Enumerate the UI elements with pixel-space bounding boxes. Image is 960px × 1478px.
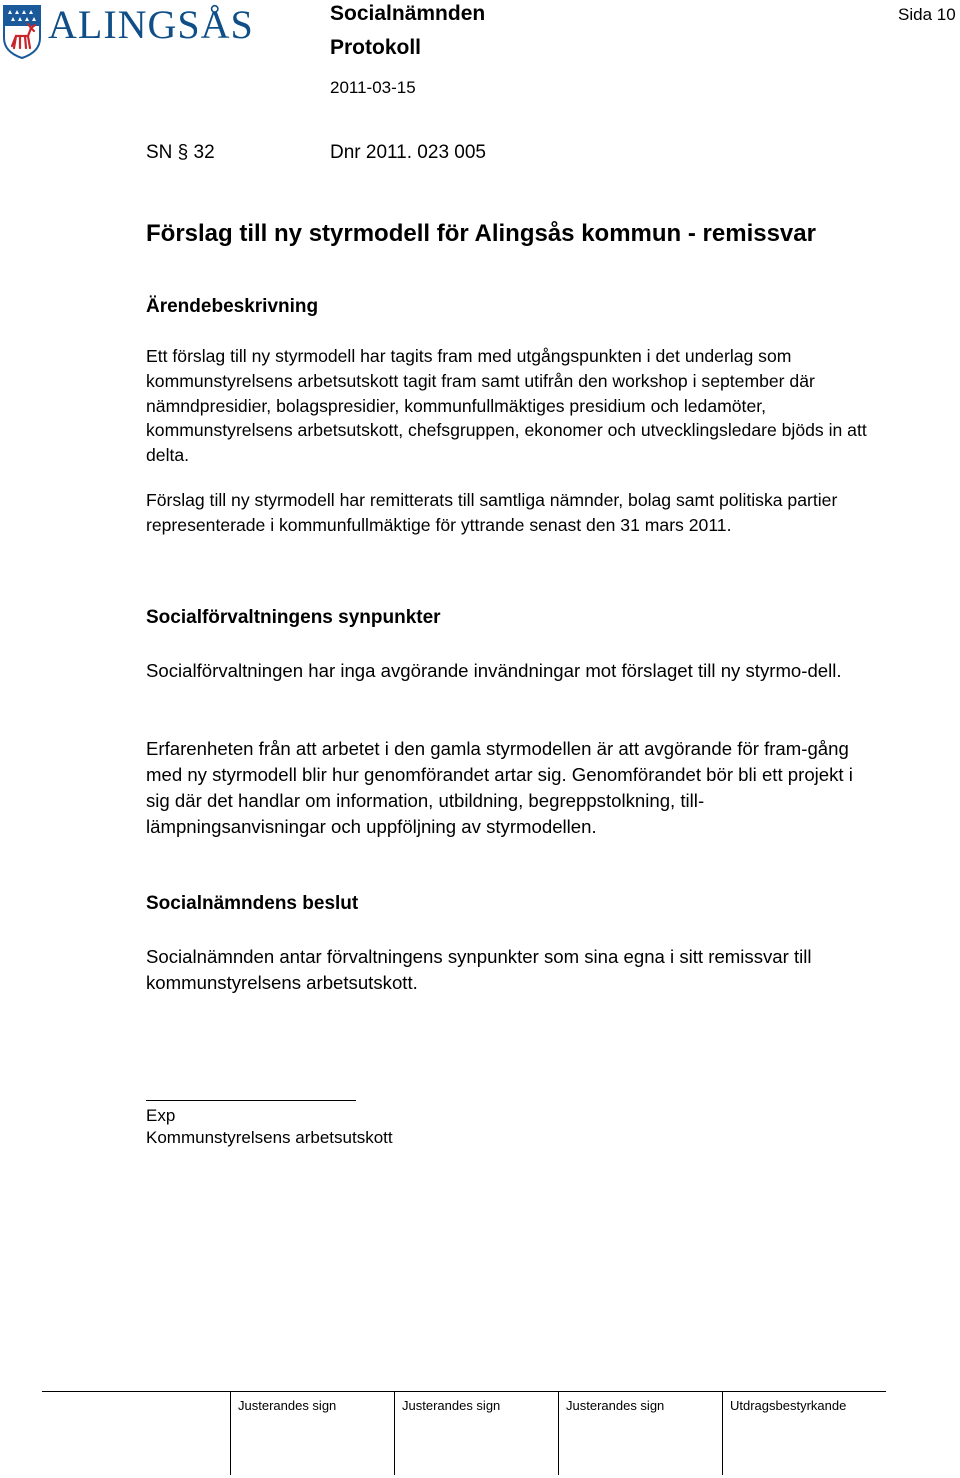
expedition-divider (146, 1100, 356, 1101)
document-type: Protokoll (330, 36, 422, 59)
case-id: SN § 32 (146, 142, 215, 163)
paragraph-description-2: Förslag till ny styrmodell har remitterats till samtliga nämnder, bolag samt politiska partier representerade i kommunfullmäktige för yttrande senast den 31 mars 2011. (146, 490, 838, 535)
expedition-block (146, 1105, 393, 1149)
expedition-label: Exp (146, 1106, 176, 1125)
footer-divider (558, 1391, 559, 1475)
document-date: 2011-03-15 (330, 78, 416, 97)
footer-divider (722, 1391, 723, 1475)
footer-sign-cell-1: Justerandes sign (238, 1398, 337, 1413)
paragraph-synpunkter-1: Socialförvaltningen har inga avgörande invändningar mot förslaget till ny styrmo-dell. (146, 660, 842, 681)
paragraph-description-1: Ett förslag till ny styrmodell har tagits fram med utgångspunkten i det underlag som kommunstyrelsens arbetsutskott tagit fram samt utifrån den workshop i september där nämndpresidier, bolagspresidier, kommunfullmäktiges presidium och ledamöter, kommunstyrelsens arbetsutskott, chefsgruppen, ekonomer och utvecklingsledare bjöds in att delta. (146, 346, 867, 466)
case-dnr: Dnr 2011. 023 005 (330, 142, 486, 163)
footer-extract-cell: Utdragsbestyrkande (730, 1398, 847, 1413)
heading-arendebeskrivning: Ärendebeskrivning (146, 296, 319, 317)
expedition-recipient: Kommunstyrelsens arbetsutskott (146, 1128, 393, 1147)
footer-divider (394, 1391, 395, 1475)
page-number: Sida 10 (898, 5, 956, 24)
document-title: Förslag till ny styrmodell för Alingsås kommun - remissvar (146, 220, 816, 247)
footer-divider (230, 1391, 231, 1475)
footer-sign-cell-3: Justerandes sign (566, 1398, 665, 1413)
coat-of-arms-icon (2, 4, 42, 60)
footer-sign-cell-2: Justerandes sign (402, 1398, 501, 1413)
footer-rule (42, 1391, 886, 1392)
organization-name: Socialnämnden (330, 2, 486, 25)
municipality-logo (2, 4, 258, 62)
case-reference (146, 142, 486, 164)
heading-synpunkter: Socialförvaltningens synpunkter (146, 607, 441, 628)
heading-beslut: Socialnämndens beslut (146, 893, 359, 914)
paragraph-beslut: Socialnämnden antar förvaltningens synpunkter som sina egna i sitt remissvar till kommunstyrelsens arbetsutskott. (146, 946, 812, 993)
paragraph-synpunkter-2: Erfarenheten från att arbetet i den gamla styrmodellen är att avgörande för fram-gång med ny styrmodell blir hur genomförandet artar sig. Genomförandet bör bli ett projekt i sig där det handlar om information, utbildning, begreppstolkning, till-lämpningsanvisningar och uppföljning av styrmodellen. (146, 738, 853, 837)
logo-wordmark: ALINGSÅS (48, 2, 254, 47)
